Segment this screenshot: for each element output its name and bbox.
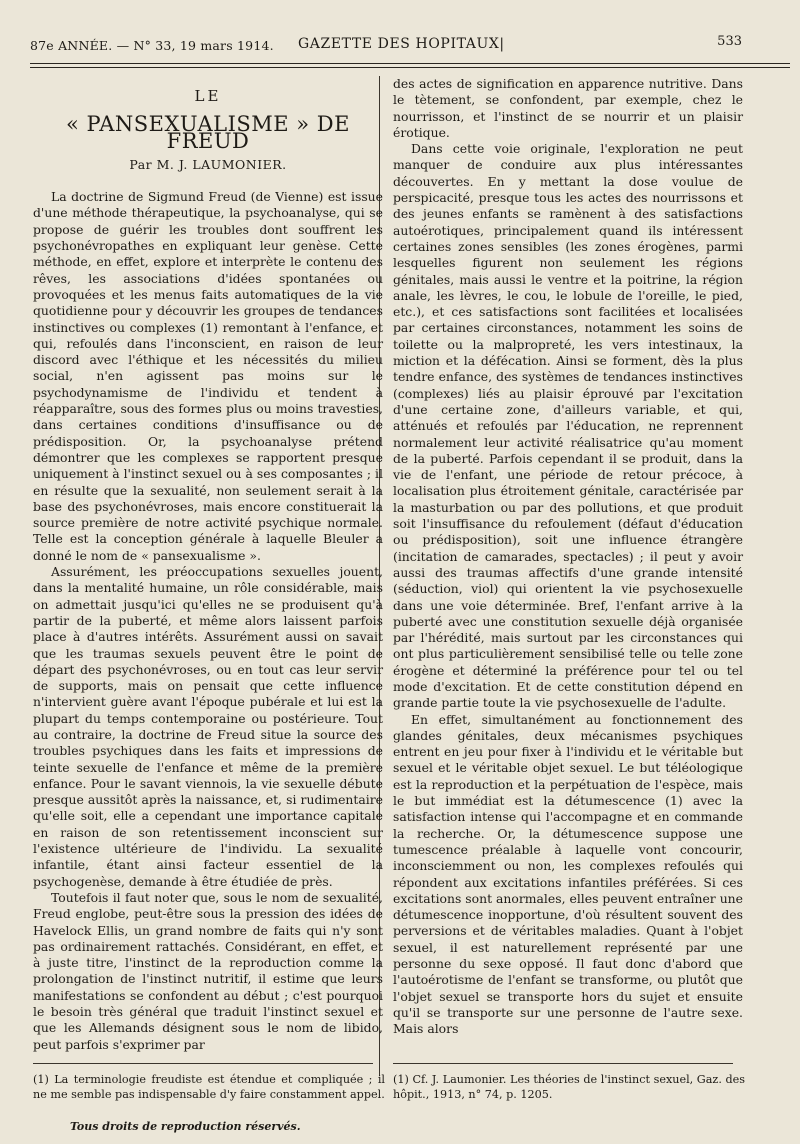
footnote-left: (1) La terminologie freudiste est étendue et compliquée ; il ne me semble pas indispensable d'y faire constamment appel. [33,1073,385,1101]
article-author: Par M. J. LAUMONIER. [129,156,287,172]
paragraph: En effet, simultanément au fonctionnement des glandes génitales, deux mécanismes psychiques entrent en jeu pour fixer à l'individu et le véritable but sexuel et le véritable objet sexuel. Le but téléologique est la reproduction et la perpétuation de l'espèce, mais le but immédiat est la détumescence (1) avec la satisfaction intense qui l'accompagne et en commande la recherche. Or, la détumescence suppose une tumescence préalable à laquelle vont concourir, inconsciemment ou non, les complexes refoulés qui répondent aux excitations infantiles préférées. Si ces excitations sont anormales, elles peuvent entraîner une détumescence inopportune, d'où résultent souvent des perversions et de véritables maladies. Quant à l'objet sexuel, il est naturellement représenté par une personne du sexe opposé. Il faut donc d'abord que l'autoérotisme de l'enfant se transforme, ou plutôt que l'objet sexuel se transporte hors du sujet et ensuite qu'il se transporte sur une personne de l'autre sexe. Mais alors [393,711,743,1037]
right-column [393,76,743,1038]
journal-title: GAZETTE DES HOPITAUX| [298,36,505,52]
header-rule-top [30,63,790,64]
paragraph: des actes de signification en apparence nutritive. Dans le tètement, se confondent, par exemple, chez le nourrisson, et l'instinct de se nourrir et un plaisir érotique. [393,76,743,140]
footnote-rule-right [393,1063,733,1064]
article-title: « PANSEXUALISME » DE FREUD [66,112,350,153]
footnote-right: (1) Cf. J. Laumonier. Les théories de l'instinct sexuel, Gaz. des hôpit., 1913, n° 74, p. 1205. [393,1073,745,1101]
issue-info: 87e ANNÉE. — N° 33, 19 mars 1914. [30,38,274,53]
left-column [33,76,383,1053]
paragraph: Assurément, les préoccupations sexuelles jouent, dans la mentalité humaine, un rôle considérable, mais on admettait jusqu'ici qu'elles ne se produisent qu'à partir de la puberté, et même alors laissent parfois place à d'autres intérêts. Assurément aussi on savait que les traumas sexuels peuvent être le point de départ des psychonévroses, ou en tout cas leur servir de supports, mais on pensait que cette influence n'intervient guère avant l'époque pubérale et lui est la plupart du temps contemporaine ou postérieure. Tout au contraire, la doctrine de Freud situe la source des troubles psychiques dans les faits et impressions de teinte sexuelle de l'enfance et même de la première enfance. Pour le savant viennois, la vie sexuelle débute presque aussitôt après la naissance, et, si rudimentaire qu'elle soit, elle a cependant une importance capitale en raison de son retentissement inconscient sur l'existence ultérieure de l'individu. La sexualité infantile, étant ainsi facteur essentiel de la psychogenèse, demande à être étudiée de près. [33,564,383,889]
copyright-notice: Tous droits de reproduction réservés. [70,1120,301,1133]
footnote-rule-left [33,1063,373,1064]
page-header [30,36,742,58]
paragraph: Dans cette voie originale, l'exploration ne peut manquer de conduire aux plus intéressantes découvertes. En y mettant la dose voulue de perspicacité, presque tous les actes des nourrissons et des jeunes enfants se ramènent à des satisfactions autoérotiques, principalement quand ils intéressent certaines zones sensibles (les zones érogènes, parmi lesquelles figurent non seulement les régions génitales, mais aussi le ventre et la poitrine, la région anale, les lèvres, le cou, le lobule de l'oreille, le pied, etc.), et ces satisfactions sont facilitées et localisées par certaines circonstances, notamment les soins de toilette ou la malpropreté, les vers intestinaux, la miction et la défécation. Ainsi se forment, dès la plus tendre enfance, des systèmes de tendances instinctives (complexes) liés au plaisir éprouvé par l'excitation d'une certaine zone, d'ailleurs variable, et qui, atténués et refoulés par l'éducation, ne reprennent normalement leur activité réalisatrice qu'au moment de la puberté. Parfois cependant il se produit, dans la vie de l'enfant, une période de retour précoce, à localisation plus étroitement génitale, caractérisée par la masturbation ou par des pollutions, et que produit soit l'insuffisance du refoulement (défaut d'éducation ou prédisposition), soit une influence étrangère (incitation de camarades, spectacles) ; il peut y avoir aussi des traumas affectifs d'une grande intensité (séduction, viol) qui orientent la vie psychosexuelle dans une voie déterminée. Bref, l'enfant arrive à la puberté avec une constitution sexuelle déjà organisée par l'hérédité, mais surtout par les circonstances qui ont plus particulièrement sensibilisé telle ou telle zone érogène et déterminé la préférence pour tel ou tel mode d'excitation. Et de cette constitution dépend en grande partie toute la vie psychosexuelle de l'adulte. [393,141,743,711]
header-rule-bottom [30,67,790,68]
paragraph: Toutefois il faut noter que, sous le nom de sexualité, Freud englobe, peut-être sous la pression des idées de Havelock Ellis, un grand nombre de faits qui n'y sont pas ordinairement rattachés. Considérant, en effet, et à juste titre, l'instinct de la reproduction comme la prolongation de l'instinct nutritif, il estime que leurs manifestations se confondent au début ; c'est pourquoi le besoin très général que traduit l'instinct sexuel et que les Allemands désignent sous le nom de libido, peut parfois s'exprimer par [33,889,383,1052]
page-number: 533 [717,34,742,49]
paragraph: La doctrine de Sigmund Freud (de Vienne) est issue d'une méthode thérapeutique, la psychoanalyse, qui se propose de guérir les troubles dont souffrent les psychonévropathes en expliquant leur genèse. Cette méthode, en effet, explore et interprète le contenu des rêves, les associations d'idées spontanées ou provoquées et les menus faits automatiques de la vie quotidienne pour y découvrir les groupes de tendances instinctives ou complexes (1) remontant à l'enfance, et qui, refoulés dans l'inconscient, en raison de leur discord avec l'éthique et les nécessités du milieu social, n'en agissent pas moins sur le psychodynamisme de l'individu et tendent à réapparaître, sous des formes plus ou moins travesties, dans certaines conditions d'insuffisance ou de prédisposition. Or, la psychoanalyse prétend démontrer que les complexes se rapportent presque uniquement à l'instinct sexuel ou à ses composantes ; il en résulte que la sexualité, non seulement serait à la base des psychonévroses, mais encore constituerait la source première de notre activité psychique normale. Telle est la conception générale à laquelle Bleuler a donné le nom de « pansexualisme ». [33,189,383,563]
article-prefix: LE [194,87,222,105]
